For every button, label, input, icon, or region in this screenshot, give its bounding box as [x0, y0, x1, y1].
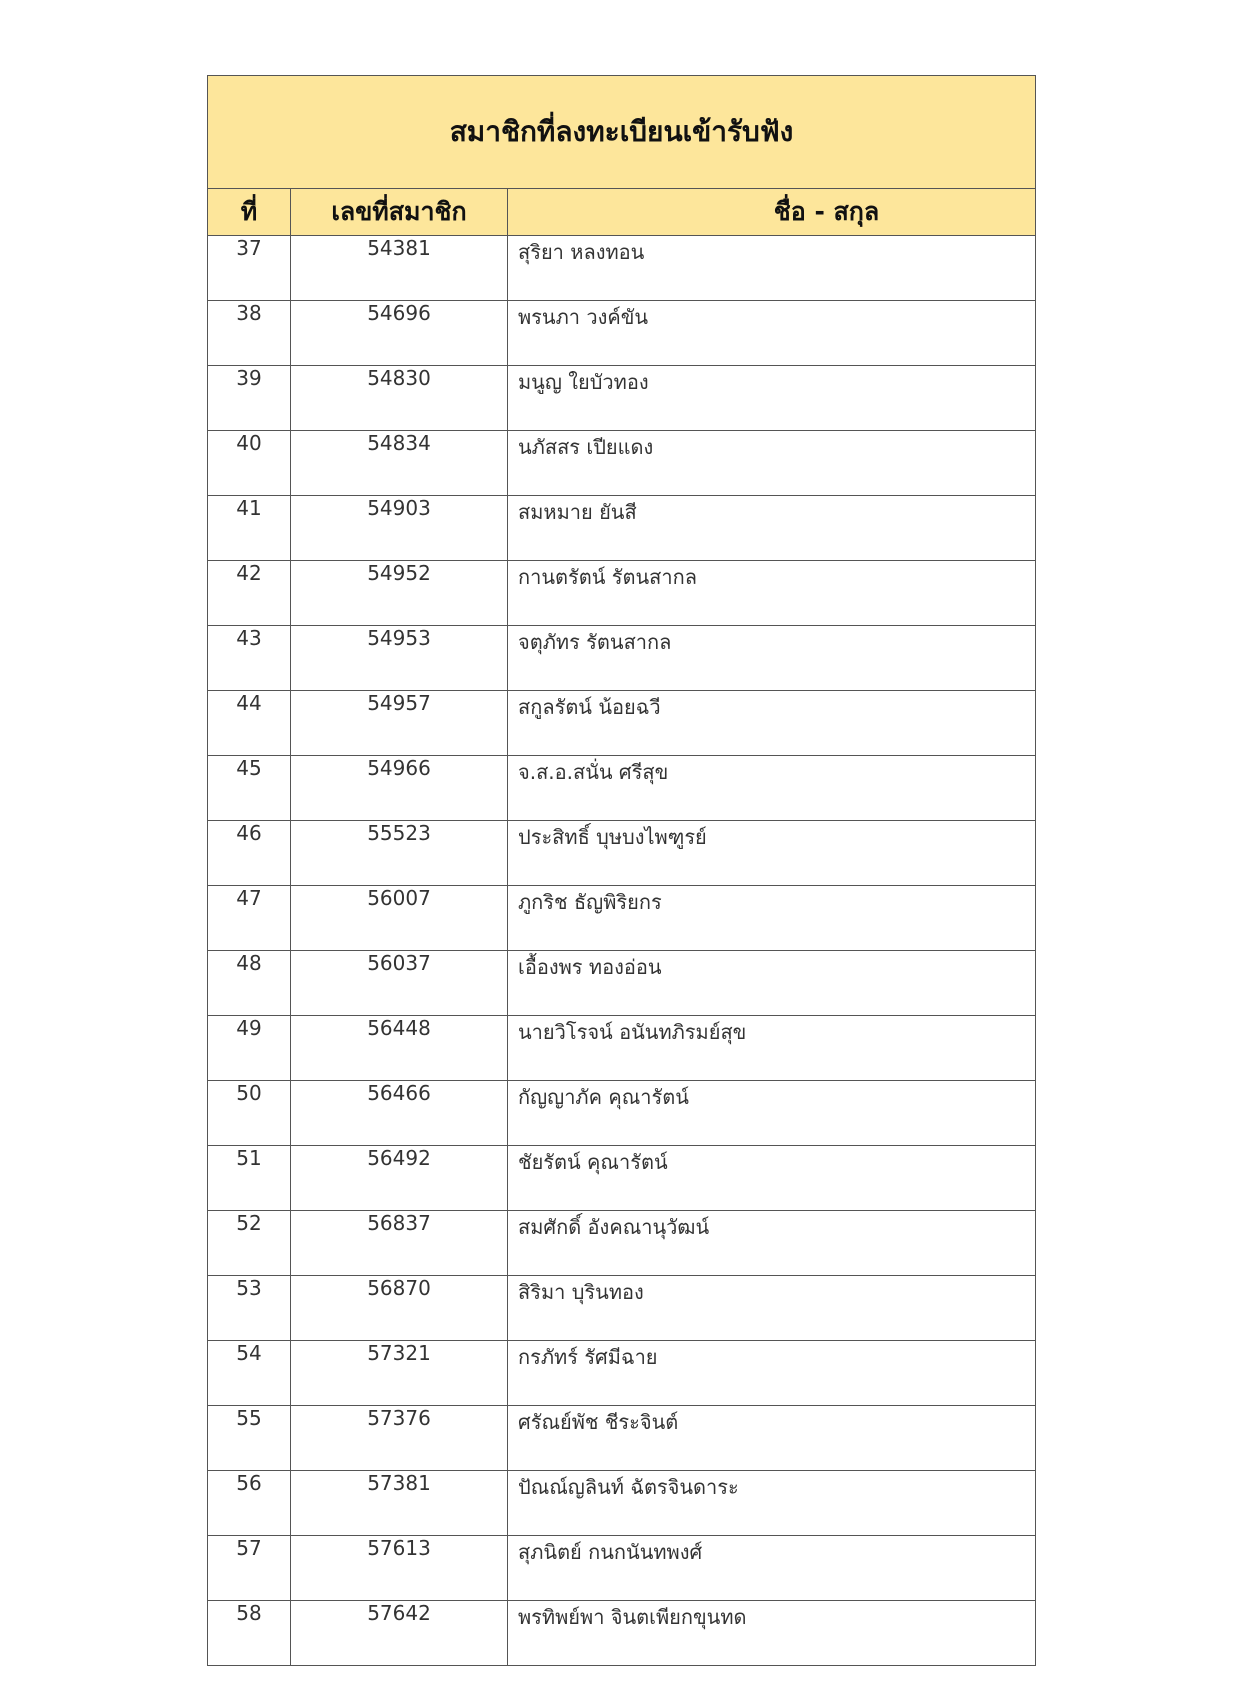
table-row: [208, 626, 1036, 691]
table-row: [208, 1016, 1036, 1081]
row-member-name: ภูกริช ธัญพิริยกร: [508, 886, 1036, 951]
row-member-name: มนูญ ใยบัวทอง: [508, 366, 1036, 431]
row-member-name: กัญญาภัค คุณารัตน์: [508, 1081, 1036, 1146]
table-row: [208, 301, 1036, 366]
row-member-name: สกูลรัตน์ น้อยฉวี: [508, 691, 1036, 756]
row-number: 50: [208, 1081, 291, 1146]
row-member-id: 57376: [291, 1406, 508, 1471]
row-member-id: 54957: [291, 691, 508, 756]
row-member-id: 56037: [291, 951, 508, 1016]
row-member-id: 54830: [291, 366, 508, 431]
row-member-id: 56492: [291, 1146, 508, 1211]
row-number: 51: [208, 1146, 291, 1211]
row-member-id: 54952: [291, 561, 508, 626]
row-number: 40: [208, 431, 291, 496]
row-member-id: 54696: [291, 301, 508, 366]
member-table: [207, 75, 1036, 1666]
table-row: [208, 951, 1036, 1016]
row-number: 55: [208, 1406, 291, 1471]
row-number: 57: [208, 1536, 291, 1601]
table-row: [208, 1276, 1036, 1341]
row-member-name: ศรัณย์พัช ชีระจินต์: [508, 1406, 1036, 1471]
row-number: 41: [208, 496, 291, 561]
table-row: [208, 821, 1036, 886]
table-row: [208, 691, 1036, 756]
row-number: 42: [208, 561, 291, 626]
table-row: [208, 1406, 1036, 1471]
row-number: 56: [208, 1471, 291, 1536]
row-member-id: 55523: [291, 821, 508, 886]
row-number: 38: [208, 301, 291, 366]
row-number: 54: [208, 1341, 291, 1406]
table-row: [208, 1471, 1036, 1536]
member-registration-sheet: [207, 75, 1035, 1666]
row-member-id: 54381: [291, 236, 508, 301]
row-number: 45: [208, 756, 291, 821]
table-row: [208, 236, 1036, 301]
row-number: 53: [208, 1276, 291, 1341]
row-member-id: 56007: [291, 886, 508, 951]
row-member-id: 57613: [291, 1536, 508, 1601]
row-member-id: 56870: [291, 1276, 508, 1341]
row-member-name: กานตรัตน์ รัตนสากล: [508, 561, 1036, 626]
row-member-id: 57642: [291, 1601, 508, 1666]
row-member-name: พรทิพย์พา จินตเพียกขุนทด: [508, 1601, 1036, 1666]
row-member-name: กรภัทร์ รัศมีฉาย: [508, 1341, 1036, 1406]
row-member-id: 57381: [291, 1471, 508, 1536]
row-member-name: ปัณณ์ญลินท์ ฉัตรจินดาระ: [508, 1471, 1036, 1536]
row-member-id: 54834: [291, 431, 508, 496]
row-member-id: 56837: [291, 1211, 508, 1276]
column-header-number: ที่: [208, 189, 291, 236]
table-title: สมาชิกที่ลงทะเบียนเข้ารับฟัง: [208, 76, 1036, 189]
row-member-name: จตุภัทร รัตนสากล: [508, 626, 1036, 691]
row-member-id: 56448: [291, 1016, 508, 1081]
row-member-name: สิริมา บุรินทอง: [508, 1276, 1036, 1341]
row-member-id: 56466: [291, 1081, 508, 1146]
row-number: 49: [208, 1016, 291, 1081]
row-number: 52: [208, 1211, 291, 1276]
table-row: [208, 886, 1036, 951]
row-member-name: สุภนิตย์ กนกนันทพงศ์: [508, 1536, 1036, 1601]
table-row: [208, 1146, 1036, 1211]
row-number: 58: [208, 1601, 291, 1666]
row-member-id: 54966: [291, 756, 508, 821]
row-member-name: สมศักดิ์ อังคณานุวัฒน์: [508, 1211, 1036, 1276]
table-row: [208, 561, 1036, 626]
row-member-id: 57321: [291, 1341, 508, 1406]
row-number: 43: [208, 626, 291, 691]
table-row: [208, 366, 1036, 431]
row-number: 44: [208, 691, 291, 756]
row-member-name: สมหมาย ยันสี: [508, 496, 1036, 561]
table-row: [208, 1081, 1036, 1146]
row-member-name: พรนภา วงค์ขัน: [508, 301, 1036, 366]
row-number: 39: [208, 366, 291, 431]
table-row: [208, 1536, 1036, 1601]
table-body: [208, 236, 1036, 1666]
table-row: [208, 1341, 1036, 1406]
row-member-id: 54953: [291, 626, 508, 691]
row-member-name: เอื้องพร ทองอ่อน: [508, 951, 1036, 1016]
row-member-id: 54903: [291, 496, 508, 561]
table-row: [208, 1211, 1036, 1276]
column-header-member-id: เลขที่สมาชิก: [291, 189, 508, 236]
table-row: [208, 1601, 1036, 1666]
row-member-name: นภัสสร เปียแดง: [508, 431, 1036, 496]
table-row: [208, 496, 1036, 561]
row-member-name: สุริยา หลงทอน: [508, 236, 1036, 301]
column-header-name: ชื่อ - สกุล: [508, 189, 1036, 236]
row-member-name: นายวิโรจน์ อนันทภิรมย์สุข: [508, 1016, 1036, 1081]
row-number: 47: [208, 886, 291, 951]
table-row: [208, 431, 1036, 496]
row-member-name: จ.ส.อ.สนั่น ศรีสุข: [508, 756, 1036, 821]
row-number: 37: [208, 236, 291, 301]
row-member-name: ประสิทธิ์ บุษบงไพฑูรย์: [508, 821, 1036, 886]
table-row: [208, 756, 1036, 821]
row-number: 48: [208, 951, 291, 1016]
row-number: 46: [208, 821, 291, 886]
row-member-name: ชัยรัตน์ คุณารัตน์: [508, 1146, 1036, 1211]
